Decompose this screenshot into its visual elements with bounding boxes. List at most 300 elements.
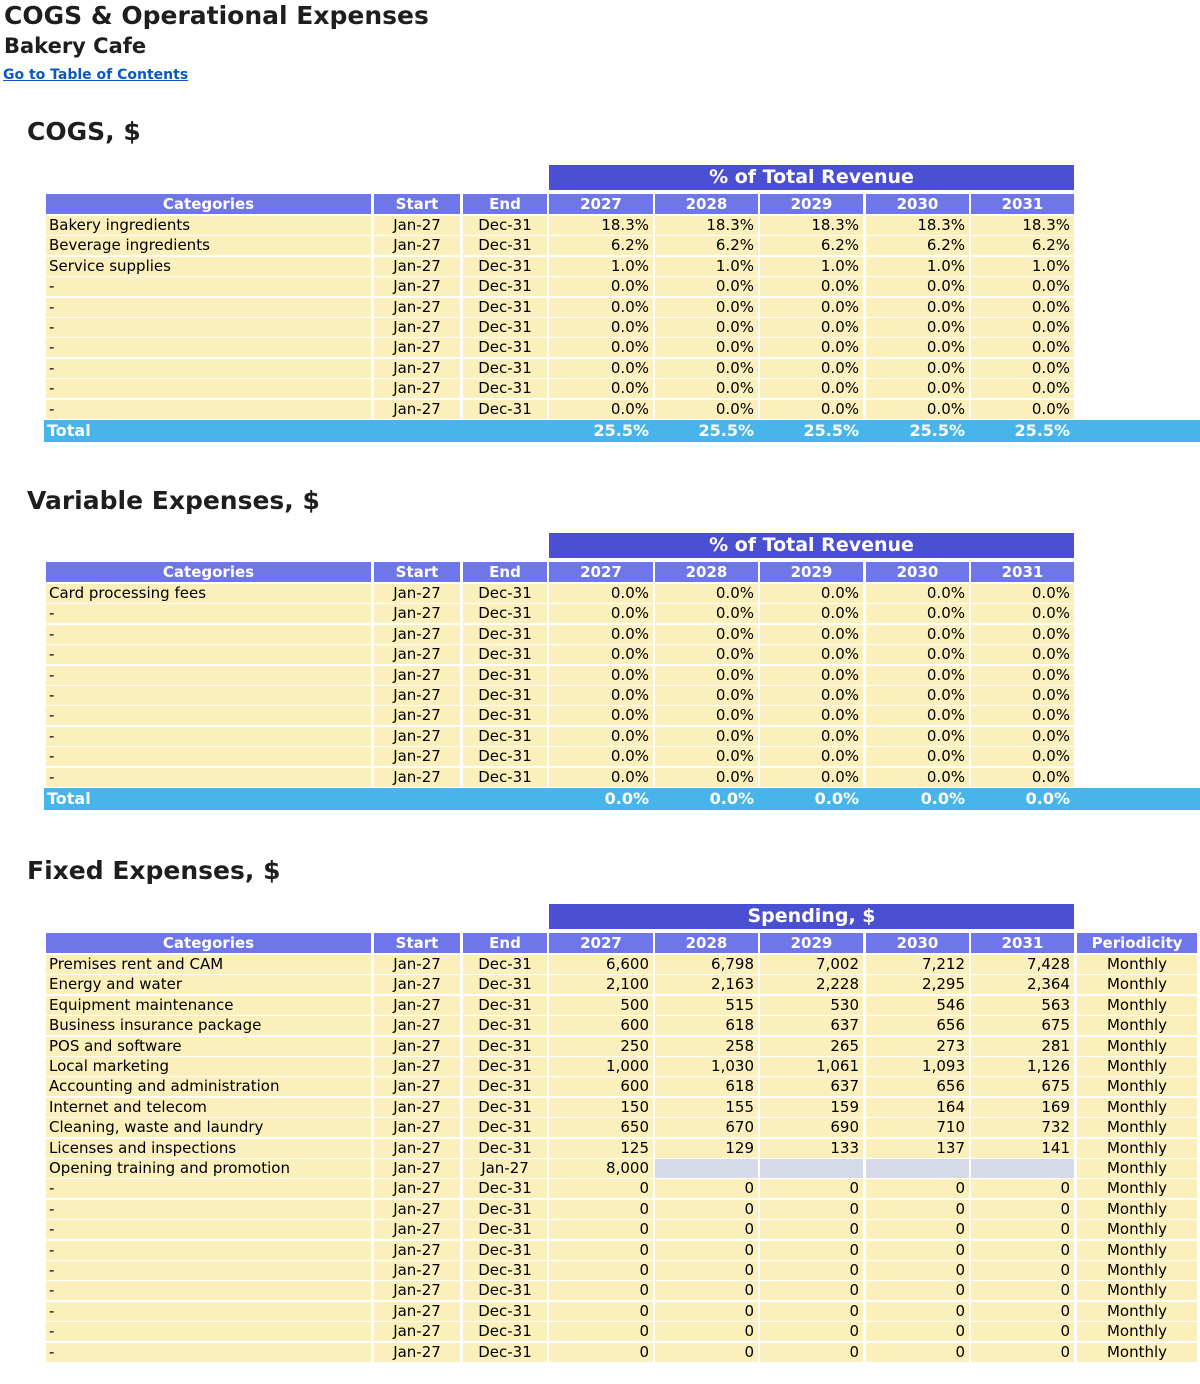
periodicity-cell: Monthly bbox=[1077, 1322, 1197, 1341]
end-date-cell: Dec-31 bbox=[463, 996, 547, 1015]
start-date-cell: Jan-27 bbox=[374, 768, 460, 787]
periodicity-cell: Monthly bbox=[1077, 1261, 1197, 1280]
column-header: Periodicity bbox=[1077, 933, 1197, 953]
column-header: 2029 bbox=[760, 933, 863, 953]
value-cell: 2,100 bbox=[549, 975, 653, 994]
category-cell: - bbox=[46, 747, 371, 766]
value-cell: 0.0% bbox=[971, 727, 1074, 746]
start-date-cell: Jan-27 bbox=[374, 236, 460, 255]
value-cell: 0.0% bbox=[866, 584, 969, 603]
group-header: % of Total Revenue bbox=[549, 165, 1074, 190]
value-cell: 0.0% bbox=[655, 604, 758, 623]
value-cell bbox=[760, 1159, 863, 1178]
value-cell: 0.0% bbox=[866, 298, 969, 317]
start-date-cell: Jan-27 bbox=[374, 1159, 460, 1178]
value-cell: 2,228 bbox=[760, 975, 863, 994]
total-value: 0.0% bbox=[920, 789, 965, 808]
value-cell: 0.0% bbox=[971, 400, 1074, 419]
value-cell: 1,126 bbox=[971, 1057, 1074, 1076]
category-cell: - bbox=[46, 1302, 371, 1321]
start-date-cell: Jan-27 bbox=[374, 584, 460, 603]
value-cell: 656 bbox=[866, 1077, 969, 1096]
category-cell: - bbox=[46, 379, 371, 398]
periodicity-cell: Monthly bbox=[1077, 1241, 1197, 1260]
value-cell: 0.0% bbox=[971, 768, 1074, 787]
group-header: % of Total Revenue bbox=[549, 533, 1074, 558]
value-cell: 1,061 bbox=[760, 1057, 863, 1076]
value-cell: 0.0% bbox=[866, 645, 969, 664]
category-cell: Premises rent and CAM bbox=[46, 955, 371, 974]
total-value: 0.0% bbox=[1025, 789, 1070, 808]
start-date-cell: Jan-27 bbox=[374, 318, 460, 337]
column-header: 2027 bbox=[549, 194, 653, 214]
value-cell: 1.0% bbox=[866, 257, 969, 276]
value-cell: 2,295 bbox=[866, 975, 969, 994]
value-cell: 0.0% bbox=[549, 747, 653, 766]
periodicity-cell: Monthly bbox=[1077, 1098, 1197, 1117]
end-date-cell: Dec-31 bbox=[463, 1139, 547, 1158]
value-cell: 0.0% bbox=[655, 584, 758, 603]
end-date-cell: Dec-31 bbox=[463, 1220, 547, 1239]
value-cell: 0.0% bbox=[760, 379, 863, 398]
start-date-cell: Jan-27 bbox=[374, 975, 460, 994]
category-cell: - bbox=[46, 1200, 371, 1219]
value-cell: 0 bbox=[866, 1200, 969, 1219]
value-cell: 0 bbox=[549, 1281, 653, 1300]
value-cell: 670 bbox=[655, 1118, 758, 1137]
end-date-cell: Dec-31 bbox=[463, 1281, 547, 1300]
value-cell: 618 bbox=[655, 1016, 758, 1035]
category-cell: Local marketing bbox=[46, 1057, 371, 1076]
value-cell: 1.0% bbox=[549, 257, 653, 276]
value-cell: 141 bbox=[971, 1139, 1074, 1158]
value-cell: 155 bbox=[655, 1098, 758, 1117]
value-cell: 0.0% bbox=[655, 277, 758, 296]
value-cell: 0.0% bbox=[549, 625, 653, 644]
value-cell: 0.0% bbox=[760, 318, 863, 337]
category-cell: - bbox=[46, 706, 371, 725]
start-date-cell: Jan-27 bbox=[374, 1118, 460, 1137]
column-header: Categories bbox=[46, 933, 371, 953]
start-date-cell: Jan-27 bbox=[374, 1343, 460, 1362]
total-value: 25.5% bbox=[593, 421, 649, 440]
value-cell: 6.2% bbox=[866, 236, 969, 255]
value-cell: 530 bbox=[760, 996, 863, 1015]
value-cell: 0.0% bbox=[760, 666, 863, 685]
table-of-contents-link[interactable]: Go to Table of Contents bbox=[3, 67, 189, 83]
periodicity-cell: Monthly bbox=[1077, 1037, 1197, 1056]
category-cell: - bbox=[46, 318, 371, 337]
value-cell: 7,212 bbox=[866, 955, 969, 974]
value-cell: 0 bbox=[549, 1200, 653, 1219]
value-cell: 0.0% bbox=[549, 379, 653, 398]
value-cell: 0 bbox=[760, 1343, 863, 1362]
value-cell: 0.0% bbox=[760, 400, 863, 419]
value-cell: 6.2% bbox=[760, 236, 863, 255]
value-cell: 0.0% bbox=[549, 666, 653, 685]
value-cell: 656 bbox=[866, 1016, 969, 1035]
value-cell: 1,000 bbox=[549, 1057, 653, 1076]
value-cell: 281 bbox=[971, 1037, 1074, 1056]
value-cell: 0.0% bbox=[655, 359, 758, 378]
value-cell: 0.0% bbox=[971, 604, 1074, 623]
end-date-cell: Dec-31 bbox=[463, 1261, 547, 1280]
end-date-cell: Dec-31 bbox=[463, 666, 547, 685]
value-cell: 0 bbox=[971, 1241, 1074, 1260]
total-row bbox=[44, 788, 1200, 810]
value-cell: 637 bbox=[760, 1016, 863, 1035]
start-date-cell: Jan-27 bbox=[374, 747, 460, 766]
value-cell: 546 bbox=[866, 996, 969, 1015]
category-cell: - bbox=[46, 645, 371, 664]
end-date-cell: Dec-31 bbox=[463, 1343, 547, 1362]
value-cell: 6,600 bbox=[549, 955, 653, 974]
end-date-cell: Dec-31 bbox=[463, 400, 547, 419]
value-cell: 0 bbox=[971, 1179, 1074, 1198]
value-cell: 0 bbox=[760, 1322, 863, 1341]
value-cell: 0 bbox=[971, 1322, 1074, 1341]
value-cell: 0.0% bbox=[760, 768, 863, 787]
value-cell: 0 bbox=[549, 1322, 653, 1341]
value-cell: 0.0% bbox=[549, 298, 653, 317]
variable-expenses-section-title: Variable Expenses, $ bbox=[27, 486, 320, 515]
value-cell: 0.0% bbox=[549, 686, 653, 705]
value-cell: 0 bbox=[866, 1343, 969, 1362]
value-cell: 0.0% bbox=[866, 625, 969, 644]
start-date-cell: Jan-27 bbox=[374, 1057, 460, 1076]
category-cell: - bbox=[46, 1343, 371, 1362]
value-cell: 258 bbox=[655, 1037, 758, 1056]
start-date-cell: Jan-27 bbox=[374, 1220, 460, 1239]
value-cell: 250 bbox=[549, 1037, 653, 1056]
start-date-cell: Jan-27 bbox=[374, 604, 460, 623]
category-cell: - bbox=[46, 727, 371, 746]
periodicity-cell: Monthly bbox=[1077, 996, 1197, 1015]
value-cell: 0 bbox=[549, 1220, 653, 1239]
value-cell: 0 bbox=[655, 1281, 758, 1300]
value-cell: 0.0% bbox=[866, 318, 969, 337]
total-value: 25.5% bbox=[1014, 421, 1070, 440]
end-date-cell: Dec-31 bbox=[463, 686, 547, 705]
value-cell: 0.0% bbox=[760, 277, 863, 296]
value-cell: 6.2% bbox=[655, 236, 758, 255]
value-cell: 0.0% bbox=[655, 379, 758, 398]
end-date-cell: Dec-31 bbox=[463, 706, 547, 725]
value-cell: 0.0% bbox=[549, 768, 653, 787]
start-date-cell: Jan-27 bbox=[374, 1302, 460, 1321]
value-cell: 0.0% bbox=[655, 645, 758, 664]
category-cell: - bbox=[46, 1220, 371, 1239]
end-date-cell: Dec-31 bbox=[463, 1057, 547, 1076]
value-cell: 600 bbox=[549, 1077, 653, 1096]
periodicity-cell: Monthly bbox=[1077, 1343, 1197, 1362]
column-header: Start bbox=[374, 194, 460, 214]
end-date-cell: Dec-31 bbox=[463, 584, 547, 603]
category-cell: - bbox=[46, 1281, 371, 1300]
value-cell: 0 bbox=[866, 1241, 969, 1260]
value-cell: 0.0% bbox=[971, 318, 1074, 337]
value-cell: 7,428 bbox=[971, 955, 1074, 974]
end-date-cell: Dec-31 bbox=[463, 298, 547, 317]
value-cell: 125 bbox=[549, 1139, 653, 1158]
value-cell: 0.0% bbox=[760, 625, 863, 644]
value-cell: 1,093 bbox=[866, 1057, 969, 1076]
end-date-cell: Dec-31 bbox=[463, 359, 547, 378]
value-cell: 0.0% bbox=[760, 706, 863, 725]
category-cell: - bbox=[46, 400, 371, 419]
end-date-cell: Dec-31 bbox=[463, 1037, 547, 1056]
start-date-cell: Jan-27 bbox=[374, 625, 460, 644]
value-cell: 0.0% bbox=[549, 645, 653, 664]
value-cell: 0.0% bbox=[971, 338, 1074, 357]
value-cell: 0.0% bbox=[866, 747, 969, 766]
end-date-cell: Dec-31 bbox=[463, 727, 547, 746]
value-cell: 732 bbox=[971, 1118, 1074, 1137]
end-date-cell: Dec-31 bbox=[463, 257, 547, 276]
value-cell: 0 bbox=[760, 1241, 863, 1260]
value-cell: 0 bbox=[866, 1322, 969, 1341]
value-cell: 0.0% bbox=[549, 604, 653, 623]
periodicity-cell: Monthly bbox=[1077, 1159, 1197, 1178]
value-cell: 0.0% bbox=[760, 604, 863, 623]
total-value: 0.0% bbox=[814, 789, 859, 808]
value-cell: 0.0% bbox=[655, 727, 758, 746]
value-cell: 0.0% bbox=[549, 338, 653, 357]
column-header: 2031 bbox=[971, 933, 1074, 953]
value-cell: 18.3% bbox=[760, 216, 863, 235]
start-date-cell: Jan-27 bbox=[374, 1016, 460, 1035]
column-header: 2028 bbox=[655, 194, 758, 214]
end-date-cell: Dec-31 bbox=[463, 338, 547, 357]
start-date-cell: Jan-27 bbox=[374, 1261, 460, 1280]
value-cell: 0.0% bbox=[971, 379, 1074, 398]
fixed-expenses-section-title: Fixed Expenses, $ bbox=[27, 856, 281, 885]
category-cell: Licenses and inspections bbox=[46, 1139, 371, 1158]
value-cell: 0.0% bbox=[971, 706, 1074, 725]
end-date-cell: Dec-31 bbox=[463, 216, 547, 235]
end-date-cell: Dec-31 bbox=[463, 236, 547, 255]
start-date-cell: Jan-27 bbox=[374, 645, 460, 664]
start-date-cell: Jan-27 bbox=[374, 1322, 460, 1341]
end-date-cell: Dec-31 bbox=[463, 747, 547, 766]
column-header: Categories bbox=[46, 562, 371, 582]
start-date-cell: Jan-27 bbox=[374, 338, 460, 357]
page-title: COGS & Operational Expenses bbox=[4, 1, 429, 30]
value-cell: 0.0% bbox=[655, 625, 758, 644]
value-cell: 0 bbox=[971, 1302, 1074, 1321]
end-date-cell: Dec-31 bbox=[463, 604, 547, 623]
end-date-cell: Dec-31 bbox=[463, 768, 547, 787]
start-date-cell: Jan-27 bbox=[374, 1098, 460, 1117]
periodicity-cell: Monthly bbox=[1077, 955, 1197, 974]
value-cell: 0.0% bbox=[655, 338, 758, 357]
end-date-cell: Jan-27 bbox=[463, 1159, 547, 1178]
value-cell: 0.0% bbox=[866, 338, 969, 357]
value-cell: 0.0% bbox=[760, 747, 863, 766]
value-cell: 159 bbox=[760, 1098, 863, 1117]
start-date-cell: Jan-27 bbox=[374, 359, 460, 378]
end-date-cell: Dec-31 bbox=[463, 318, 547, 337]
end-date-cell: Dec-31 bbox=[463, 625, 547, 644]
end-date-cell: Dec-31 bbox=[463, 1077, 547, 1096]
category-cell: Equipment maintenance bbox=[46, 996, 371, 1015]
category-cell: - bbox=[46, 625, 371, 644]
value-cell: 0 bbox=[866, 1302, 969, 1321]
value-cell: 18.3% bbox=[655, 216, 758, 235]
value-cell: 6.2% bbox=[549, 236, 653, 255]
value-cell: 0 bbox=[971, 1220, 1074, 1239]
column-header: 2031 bbox=[971, 562, 1074, 582]
category-cell: - bbox=[46, 1322, 371, 1341]
value-cell: 6.2% bbox=[971, 236, 1074, 255]
column-header: 2029 bbox=[760, 562, 863, 582]
value-cell: 0 bbox=[655, 1241, 758, 1260]
value-cell: 690 bbox=[760, 1118, 863, 1137]
value-cell: 710 bbox=[866, 1118, 969, 1137]
value-cell: 0.0% bbox=[655, 747, 758, 766]
column-header: 2028 bbox=[655, 562, 758, 582]
value-cell: 500 bbox=[549, 996, 653, 1015]
category-cell: Accounting and administration bbox=[46, 1077, 371, 1096]
category-cell: - bbox=[46, 686, 371, 705]
value-cell: 265 bbox=[760, 1037, 863, 1056]
value-cell: 0.0% bbox=[655, 768, 758, 787]
value-cell: 0.0% bbox=[971, 747, 1074, 766]
category-cell: - bbox=[46, 666, 371, 685]
value-cell: 0 bbox=[760, 1200, 863, 1219]
value-cell: 0.0% bbox=[655, 706, 758, 725]
value-cell: 18.3% bbox=[866, 216, 969, 235]
value-cell: 6,798 bbox=[655, 955, 758, 974]
value-cell: 18.3% bbox=[549, 216, 653, 235]
periodicity-cell: Monthly bbox=[1077, 1220, 1197, 1239]
value-cell: 0 bbox=[549, 1241, 653, 1260]
category-cell: POS and software bbox=[46, 1037, 371, 1056]
value-cell: 0.0% bbox=[655, 686, 758, 705]
column-header: 2027 bbox=[549, 933, 653, 953]
periodicity-cell: Monthly bbox=[1077, 1057, 1197, 1076]
value-cell: 133 bbox=[760, 1139, 863, 1158]
end-date-cell: Dec-31 bbox=[463, 379, 547, 398]
cogs-section-title: COGS, $ bbox=[27, 117, 141, 146]
value-cell: 515 bbox=[655, 996, 758, 1015]
value-cell: 0 bbox=[760, 1302, 863, 1321]
start-date-cell: Jan-27 bbox=[374, 1241, 460, 1260]
page-subtitle: Bakery Cafe bbox=[4, 34, 147, 58]
value-cell: 0 bbox=[971, 1200, 1074, 1219]
category-cell: - bbox=[46, 1241, 371, 1260]
value-cell: 0.0% bbox=[971, 584, 1074, 603]
end-date-cell: Dec-31 bbox=[463, 1179, 547, 1198]
value-cell: 0 bbox=[866, 1179, 969, 1198]
category-cell: Service supplies bbox=[46, 257, 371, 276]
category-cell: - bbox=[46, 768, 371, 787]
category-cell: Business insurance package bbox=[46, 1016, 371, 1035]
value-cell bbox=[866, 1159, 969, 1178]
end-date-cell: Dec-31 bbox=[463, 975, 547, 994]
periodicity-cell: Monthly bbox=[1077, 1302, 1197, 1321]
value-cell: 0 bbox=[655, 1179, 758, 1198]
column-header: End bbox=[463, 933, 547, 953]
total-value: 0.0% bbox=[709, 789, 754, 808]
value-cell: 618 bbox=[655, 1077, 758, 1096]
column-header: 2030 bbox=[866, 194, 969, 214]
category-cell: Energy and water bbox=[46, 975, 371, 994]
end-date-cell: Dec-31 bbox=[463, 645, 547, 664]
value-cell: 0.0% bbox=[866, 379, 969, 398]
periodicity-cell: Monthly bbox=[1077, 1077, 1197, 1096]
category-cell: Bakery ingredients bbox=[46, 216, 371, 235]
value-cell: 0.0% bbox=[866, 604, 969, 623]
value-cell: 0 bbox=[655, 1302, 758, 1321]
value-cell: 675 bbox=[971, 1016, 1074, 1035]
value-cell: 0.0% bbox=[549, 318, 653, 337]
end-date-cell: Dec-31 bbox=[463, 1322, 547, 1341]
start-date-cell: Jan-27 bbox=[374, 277, 460, 296]
value-cell: 0 bbox=[655, 1200, 758, 1219]
total-label: Total bbox=[47, 789, 91, 808]
start-date-cell: Jan-27 bbox=[374, 1179, 460, 1198]
start-date-cell: Jan-27 bbox=[374, 955, 460, 974]
value-cell: 0 bbox=[971, 1343, 1074, 1362]
total-value: 25.5% bbox=[698, 421, 754, 440]
value-cell: 273 bbox=[866, 1037, 969, 1056]
value-cell: 0.0% bbox=[549, 277, 653, 296]
value-cell: 129 bbox=[655, 1139, 758, 1158]
value-cell: 0.0% bbox=[549, 584, 653, 603]
value-cell: 0.0% bbox=[760, 298, 863, 317]
periodicity-cell: Monthly bbox=[1077, 1281, 1197, 1300]
value-cell: 2,364 bbox=[971, 975, 1074, 994]
column-header: End bbox=[463, 194, 547, 214]
value-cell: 0 bbox=[655, 1220, 758, 1239]
value-cell: 1.0% bbox=[655, 257, 758, 276]
value-cell: 600 bbox=[549, 1016, 653, 1035]
value-cell: 0.0% bbox=[549, 359, 653, 378]
value-cell: 0.0% bbox=[760, 727, 863, 746]
end-date-cell: Dec-31 bbox=[463, 1098, 547, 1117]
value-cell: 0.0% bbox=[971, 625, 1074, 644]
category-cell: Cleaning, waste and laundry bbox=[46, 1118, 371, 1137]
category-cell: Beverage ingredients bbox=[46, 236, 371, 255]
periodicity-cell: Monthly bbox=[1077, 1179, 1197, 1198]
value-cell bbox=[971, 1159, 1074, 1178]
end-date-cell: Dec-31 bbox=[463, 277, 547, 296]
column-header: 2030 bbox=[866, 562, 969, 582]
value-cell: 0.0% bbox=[760, 338, 863, 357]
column-header: 2028 bbox=[655, 933, 758, 953]
value-cell: 0.0% bbox=[760, 584, 863, 603]
value-cell: 0.0% bbox=[971, 666, 1074, 685]
column-header: Start bbox=[374, 562, 460, 582]
category-cell: - bbox=[46, 359, 371, 378]
group-header: Spending, $ bbox=[549, 904, 1074, 929]
start-date-cell: Jan-27 bbox=[374, 686, 460, 705]
value-cell: 0.0% bbox=[971, 277, 1074, 296]
value-cell: 0.0% bbox=[655, 400, 758, 419]
start-date-cell: Jan-27 bbox=[374, 1077, 460, 1096]
value-cell: 0.0% bbox=[760, 359, 863, 378]
value-cell: 637 bbox=[760, 1077, 863, 1096]
value-cell: 2,163 bbox=[655, 975, 758, 994]
value-cell: 0.0% bbox=[655, 318, 758, 337]
start-date-cell: Jan-27 bbox=[374, 257, 460, 276]
value-cell: 0.0% bbox=[866, 727, 969, 746]
total-value: 25.5% bbox=[909, 421, 965, 440]
value-cell: 0 bbox=[866, 1261, 969, 1280]
column-header: Start bbox=[374, 933, 460, 953]
total-value: 25.5% bbox=[803, 421, 859, 440]
